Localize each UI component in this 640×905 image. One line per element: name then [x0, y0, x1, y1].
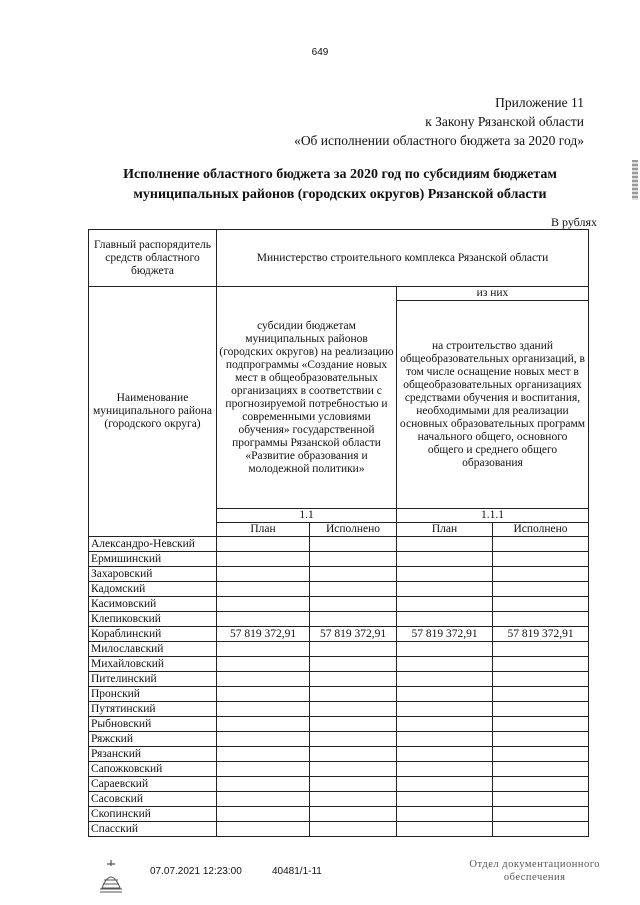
construction-executed-cell — [493, 687, 589, 702]
code-1-1-1: 1.1.1 — [397, 509, 589, 523]
municipality-name: Михайловский — [89, 657, 217, 672]
construction-executed-cell — [493, 597, 589, 612]
municipality-name: Скопинский — [89, 807, 217, 822]
municipality-name: Сасовский — [89, 792, 217, 807]
subsidy-executed-cell — [310, 657, 397, 672]
table-row — [89, 717, 589, 732]
construction-plan-cell — [397, 597, 493, 612]
department-line-1: Отдел документационного — [469, 859, 600, 870]
construction-plan-cell — [397, 807, 493, 822]
municipality-name: Рыбновский — [89, 717, 217, 732]
construction-executed-cell — [493, 537, 589, 552]
header-executed: Исполнено — [493, 523, 589, 537]
subsidy-plan-cell — [217, 687, 310, 702]
municipality-name: Касимовский — [89, 597, 217, 612]
construction-executed-cell — [493, 612, 589, 627]
subsidy-plan-cell — [217, 567, 310, 582]
construction-plan-cell — [397, 702, 493, 717]
municipality-name: Александро-Невский — [89, 537, 217, 552]
subsidy-executed-cell — [310, 777, 397, 792]
code-1-1: 1.1 — [217, 509, 397, 523]
table-row — [89, 822, 589, 837]
construction-plan-cell — [397, 672, 493, 687]
municipality-name: Пронский — [89, 687, 217, 702]
subsidy-executed-cell — [310, 642, 397, 657]
table-row — [89, 582, 589, 597]
header-ministry: Министерство строительного комплекса Рязанской области — [217, 230, 589, 287]
subsidy-executed-cell — [310, 792, 397, 807]
municipality-name: Ермишинский — [89, 552, 217, 567]
table-row — [89, 702, 589, 717]
subsidy-executed-cell — [310, 807, 397, 822]
construction-plan-cell — [397, 717, 493, 732]
municipality-name: Спасский — [89, 822, 217, 837]
construction-executed-cell — [493, 642, 589, 657]
header-row-of-which — [89, 287, 589, 301]
subsidy-plan-cell — [217, 552, 310, 567]
construction-executed-cell — [493, 777, 589, 792]
subsidy-executed-cell — [310, 822, 397, 837]
construction-plan-cell — [397, 687, 493, 702]
municipality-name: Милославский — [89, 642, 217, 657]
title-line-1: Исполнение областного бюджета за 2020 год по субсидиям бюджетам — [123, 167, 557, 182]
table-row — [89, 567, 589, 582]
header-plan: План — [397, 523, 493, 537]
table-row — [89, 672, 589, 687]
construction-executed-cell — [493, 792, 589, 807]
table-row — [89, 537, 589, 552]
subsidy-executed-cell — [310, 537, 397, 552]
construction-executed-cell — [493, 717, 589, 732]
subsidy-plan-cell — [217, 597, 310, 612]
construction-plan-cell — [397, 747, 493, 762]
header-row-ministry — [89, 230, 589, 287]
subsidy-plan-cell — [217, 822, 310, 837]
municipality-name: Путятинский — [89, 702, 217, 717]
appendix-line-3: «Об исполнении областного бюджета за 2020 год» — [294, 133, 584, 148]
municipality-name: Кораблинский — [89, 627, 217, 642]
construction-plan-cell — [397, 567, 493, 582]
table-row — [89, 687, 589, 702]
subsidy-plan-cell: 57 819 372,91 — [217, 627, 310, 642]
construction-plan-cell — [397, 582, 493, 597]
subsidy-plan-cell — [217, 777, 310, 792]
table-row — [89, 792, 589, 807]
construction-plan-cell — [397, 822, 493, 837]
header-plan: План — [217, 523, 310, 537]
municipality-name: Захаровский — [89, 567, 217, 582]
header-construction: на строительство зданий общеобразовательных организаций, в том числе оснащение новых мест в общеобразовательных организациях средствами обучения и воспитания, необходимыми для реализации основных образовательных программ начального общего, основного общего и среднего общего образования — [397, 301, 589, 509]
construction-executed-cell — [493, 747, 589, 762]
page-number: 649 — [311, 47, 329, 58]
construction-plan-cell: 57 819 372,91 — [397, 627, 493, 642]
construction-executed-cell: 57 819 372,91 — [493, 627, 589, 642]
document-title — [60, 165, 620, 205]
subsidy-executed-cell: 57 819 372,91 — [310, 627, 397, 642]
footer-datetime: 07.07.2021 12:23:00 — [150, 866, 242, 877]
appendix-line-2: к Закону Рязанской области — [425, 114, 584, 129]
subsidy-plan-cell — [217, 702, 310, 717]
appendix-reference — [294, 93, 584, 150]
subsidy-executed-cell — [310, 597, 397, 612]
header-subsidy: субсидии бюджетам муниципальных районов (городских округов) на реализацию подпрограммы «Создание новых мест в общеобразовательных организациях в соответствии с прогнозируемой потребностью и современными условиями обучения» государственной программы Рязанской области «Развитие образования и молодежной политики» — [217, 287, 397, 509]
header-main-distributor: Главный распорядитель средств областного бюджета — [89, 230, 217, 287]
department-stamp — [469, 858, 600, 884]
subsidy-plan-cell — [217, 747, 310, 762]
subsidy-executed-cell — [310, 567, 397, 582]
table-row — [89, 627, 589, 642]
subsidy-executed-cell — [310, 552, 397, 567]
table-row — [89, 597, 589, 612]
table-row — [89, 612, 589, 627]
municipality-name: Клепиковский — [89, 612, 217, 627]
table-row — [89, 777, 589, 792]
construction-executed-cell — [493, 762, 589, 777]
municipality-name: Кадомский — [89, 582, 217, 597]
table-row — [89, 807, 589, 822]
header-executed: Исполнено — [310, 523, 397, 537]
construction-executed-cell — [493, 672, 589, 687]
subsidy-plan-cell — [217, 582, 310, 597]
subsidy-executed-cell — [310, 612, 397, 627]
header-of-which: из них — [397, 287, 589, 301]
table-row — [89, 732, 589, 747]
subsidy-plan-cell — [217, 732, 310, 747]
footer-doc-number: 40481/1-11 — [272, 866, 322, 877]
subsidy-plan-cell — [217, 537, 310, 552]
construction-executed-cell — [493, 657, 589, 672]
budget-table — [88, 229, 589, 837]
subsidy-plan-cell — [217, 792, 310, 807]
subsidy-plan-cell — [217, 672, 310, 687]
subsidy-executed-cell — [310, 687, 397, 702]
subsidy-executed-cell — [310, 762, 397, 777]
construction-plan-cell — [397, 732, 493, 747]
header-municipality: Наименование муниципального района (городского округа) — [89, 287, 217, 537]
construction-plan-cell — [397, 642, 493, 657]
subsidy-executed-cell — [310, 717, 397, 732]
subsidy-executed-cell — [310, 747, 397, 762]
units-label: В рублях — [550, 215, 597, 229]
table-row — [89, 747, 589, 762]
subsidy-executed-cell — [310, 582, 397, 597]
table-row — [89, 552, 589, 567]
construction-plan-cell — [397, 762, 493, 777]
construction-plan-cell — [397, 552, 493, 567]
construction-plan-cell — [397, 657, 493, 672]
subsidy-plan-cell — [217, 642, 310, 657]
construction-executed-cell — [493, 582, 589, 597]
construction-executed-cell — [493, 732, 589, 747]
construction-executed-cell — [493, 807, 589, 822]
table-row — [89, 642, 589, 657]
subsidy-executed-cell — [310, 702, 397, 717]
subsidy-plan-cell — [217, 717, 310, 732]
construction-plan-cell — [397, 612, 493, 627]
emblem-icon — [96, 858, 126, 894]
construction-plan-cell — [397, 777, 493, 792]
table-row — [89, 657, 589, 672]
construction-executed-cell — [493, 552, 589, 567]
appendix-line-1: Приложение 11 — [495, 95, 584, 110]
subsidy-executed-cell — [310, 732, 397, 747]
municipality-name: Рязанский — [89, 747, 217, 762]
subsidy-plan-cell — [217, 612, 310, 627]
municipality-name: Сараевский — [89, 777, 217, 792]
municipality-name: Пителинский — [89, 672, 217, 687]
construction-executed-cell — [493, 822, 589, 837]
subsidy-plan-cell — [217, 762, 310, 777]
construction-executed-cell — [493, 702, 589, 717]
title-line-2: муниципальных районов (городских округов) Рязанской области — [133, 187, 547, 202]
subsidy-plan-cell — [217, 807, 310, 822]
municipality-name: Ряжский — [89, 732, 217, 747]
scan-edge-marks — [632, 160, 638, 200]
subsidy-executed-cell — [310, 672, 397, 687]
construction-plan-cell — [397, 537, 493, 552]
subsidy-plan-cell — [217, 657, 310, 672]
construction-executed-cell — [493, 567, 589, 582]
table-row — [89, 762, 589, 777]
construction-plan-cell — [397, 792, 493, 807]
department-line-2: обеспечения — [503, 872, 566, 883]
municipality-name: Сапожковский — [89, 762, 217, 777]
